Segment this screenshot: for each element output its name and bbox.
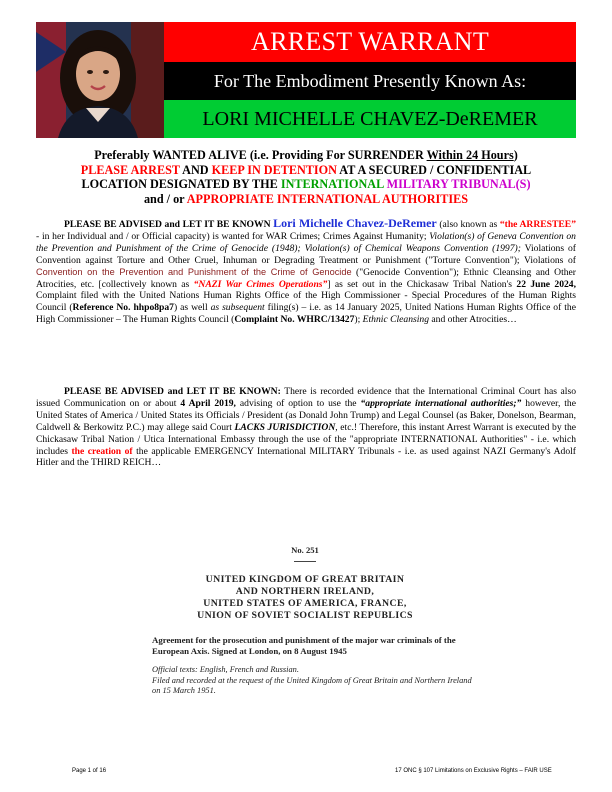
arrestee-name: Lori Michelle Chavez-DeRemer xyxy=(273,216,437,230)
arrestee-name-banner: LORI MICHELLE CHAVEZ-DeREMER xyxy=(164,100,576,138)
text: and other Atrocities… xyxy=(429,314,517,326)
treaty-agreement: Agreement for the prosecution and punishment of the major war criminals of the European Axis. Signed at London, on 8 August 1945 xyxy=(152,635,456,656)
advised-label: PLEASE BE ADVISED and LET IT BE KNOWN xyxy=(64,219,274,230)
arrestee-label: “the ARRESTEE” xyxy=(499,219,576,230)
heading-international: INTERNATIONAL xyxy=(280,177,384,191)
text: ); xyxy=(354,314,363,326)
creation-of: the creation of xyxy=(71,445,133,457)
appropriate-authorities: “appropriate international authorities;” xyxy=(360,397,522,409)
text: , etc.! Therefore, this instant Arrest Warrant is executed by the Chickasaw Tribal Nation / Utica International Embassy through the use of the "appropriate INTERNATIONAL Authorities" - i.e. which includes xyxy=(36,421,576,457)
text: Complaint filed with the United Nations Human Rights Office of the High Commissioner - Special Procedures of the Human Rights Council ( xyxy=(36,290,576,314)
text: Violations of Convention against Torture and Other Cruel, Inhuman or Degrading Treatment or Punishment ("Torture Convention"); Violations of xyxy=(36,242,576,266)
heading-text: Preferably WANTED ALIVE (i.e. Providing For SURRENDER xyxy=(94,148,427,162)
heading-line-4 xyxy=(36,192,576,207)
heading-text: AND xyxy=(179,162,212,177)
nazi-operations: “NAZI War Crimes Operations” xyxy=(193,278,328,290)
portrait-illustration xyxy=(36,22,164,138)
text: ("Genocide Convention"); Ethnic Cleansing and Other Atrocities, etc. [collectively known as xyxy=(36,266,576,290)
subsequent-italic: as subsequent xyxy=(210,302,265,314)
heading-tribunals: MILITARY TRIBUNAL(S) xyxy=(386,177,531,191)
warrant-title: ARREST WARRANT xyxy=(164,22,576,62)
portrait-photo xyxy=(36,22,164,138)
advised-label: PLEASE BE ADVISED and LET IT BE KNOWN: xyxy=(64,386,281,397)
text: however, the United States of America / United States its Officials / President (as Donald John Trump) and Legal Counsel (as Baker, Donelson, Bearman, Caldwell & Berkowitz P.C.) may allege said Court xyxy=(36,397,576,433)
icc-date: 4 April 2019, xyxy=(180,397,236,409)
paragraph-charges xyxy=(36,218,576,326)
heading-text: AT A SECURED / CONFIDENTIAL xyxy=(336,162,532,177)
lacks-jurisdiction: LACKS JURISDICTION xyxy=(234,421,336,433)
heading-line-2 xyxy=(36,163,576,178)
heading-underlined: Within 24 Hours xyxy=(426,148,514,162)
heading-line-3 xyxy=(36,177,576,192)
treaty-number: No. 251 xyxy=(291,545,319,555)
heading-text: ) xyxy=(513,148,518,162)
treaty-excerpt xyxy=(130,545,480,697)
reference-number: Reference No. hhpo8pa7 xyxy=(72,302,174,314)
fair-use-notice: 17 ONC § 107 Limitations on Exclusive Rights – FAIR USE xyxy=(395,768,552,774)
treaty-filed: Filed and recorded at the request of the United Kingdom of Great Britain and Northern Ireland on 15 March 1951. xyxy=(152,676,472,696)
heading-text: and / or xyxy=(143,191,187,206)
warrant-banner xyxy=(36,22,576,138)
complaint-number: Complaint No. WHRC/13427 xyxy=(234,314,355,326)
genocide-convention: Convention on the Prevention and Punishment of the Crime of Genocide xyxy=(36,266,352,277)
text: ) as well xyxy=(173,302,211,314)
text: advising of option to use the xyxy=(235,397,361,409)
heading-arrest: PLEASE ARREST xyxy=(80,162,180,177)
violations-italic: Violation(s) of Geneva Convention on the Prevention and Punishment of the Crime of Genocide (1948); Violation(s) of Chemical Weapons Convention (1997); xyxy=(36,230,576,254)
heading-line-1 xyxy=(36,148,576,163)
heading-text: LOCATION DESIGNATED BY THE xyxy=(81,177,281,191)
text: There is recorded evidence that the International Criminal Court has also issued Communication on or about xyxy=(36,386,576,409)
heading-authorities: INTERNATIONAL AUTHORITIES xyxy=(276,191,469,206)
page-number: Page 1 of 16 xyxy=(72,768,107,774)
warrant-subtitle: For The Embodiment Presently Known As: xyxy=(164,62,576,100)
treaty-party-4: UNION OF SOVIET SOCIALIST REPUBLICS xyxy=(197,610,413,621)
text: filing(s) – i.e. as 14 January 2025, United Nations Human Rights Office of the High Commissioner – The Human Rights Council ( xyxy=(36,302,576,326)
ethnic-cleansing: Ethnic Cleansing xyxy=(362,314,430,326)
text: ] as set out in the Chickasaw Tribal Nation's xyxy=(327,278,517,290)
text: - in her Individual and / or Official capacity) is wanted for WAR Crimes; Crimes Against Humanity; xyxy=(36,230,430,242)
warrant-heading xyxy=(36,148,576,206)
treaty-rule xyxy=(294,561,316,562)
text: the applicable EMERGENCY International MILITARY Tribunals - i.e. as used against NAZI Germany's Adolf Hitler and the THIRD REICH… xyxy=(36,445,577,469)
treaty-party-1: UNITED KINGDOM OF GREAT BRITAIN xyxy=(205,574,405,585)
text: (also known as xyxy=(436,219,500,230)
treaty-party-3: UNITED STATES OF AMERICA, FRANCE, xyxy=(203,598,407,609)
treaty-party-2: AND NORTHERN IRELAND, xyxy=(235,586,375,597)
paragraph-jurisdiction xyxy=(36,386,576,469)
heading-appropriate: APPROPRIATE xyxy=(186,191,274,206)
heading-detention: KEEP IN DETENTION xyxy=(211,162,337,177)
complaint-date: 22 June 2024, xyxy=(516,278,576,290)
treaty-official-texts: Official texts: English, French and Russian. xyxy=(152,664,299,674)
